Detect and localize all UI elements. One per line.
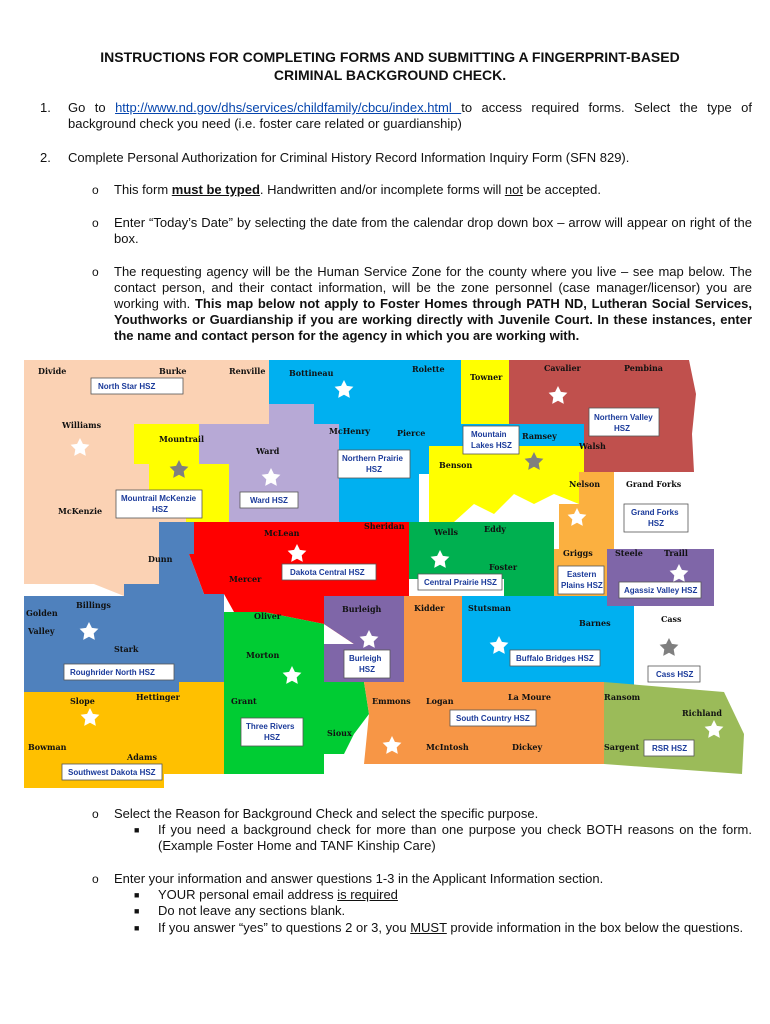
sub-bullet-mark: ■ xyxy=(134,890,140,900)
yes-b: MUST xyxy=(410,920,447,935)
step-1-suffix: to access required forms. Select the type of background check you need (i.e. foster care related or guardianship) xyxy=(68,100,752,131)
zone-label: Lakes HSZ xyxy=(471,441,512,450)
step-2-text: Complete Personal Authorization for Criminal History Record Information Inquiry Form (SFN 829). xyxy=(68,150,630,165)
typed-b: must be typed xyxy=(171,182,260,197)
sub-bullet-mark: ■ xyxy=(134,825,140,835)
county-label: McHenry xyxy=(329,426,371,436)
county-label: Renville xyxy=(229,366,266,376)
step-1-text xyxy=(68,100,752,132)
county-label: Grand Forks xyxy=(626,479,682,489)
county-label: Bowman xyxy=(28,742,67,752)
zone-label: HSZ xyxy=(648,519,664,528)
title-line-1: INSTRUCTIONS FOR COMPLETING FORMS AND SUBMITTING A FINGERPRINT-BASED xyxy=(100,49,680,65)
sub-bullet-mark: ■ xyxy=(134,906,140,916)
county-label: McIntosh xyxy=(426,742,469,752)
county-label: Pembina xyxy=(624,363,663,373)
yes-a: If you answer “yes” to questions 2 or 3, you xyxy=(158,920,411,935)
typed-d: not xyxy=(504,182,523,197)
county-label: Divide xyxy=(38,366,67,376)
step-1-prefix: Go to xyxy=(68,100,116,115)
county-label: Benson xyxy=(439,460,473,470)
title-line-2: CRIMINAL BACKGROUND CHECK. xyxy=(273,67,507,83)
bullet-mark: o xyxy=(92,872,99,886)
county-label: Cass xyxy=(661,614,682,624)
zone-label: HSZ xyxy=(614,424,630,433)
forms-link[interactable]: http://www.nd.gov/dhs/services/childfamily/cbcu/index.html xyxy=(115,100,462,115)
sub-bullet-reason-text: If you need a background check for more than one purpose you check BOTH reasons on the form. (Example Foster Home and TANF Kinship Care) xyxy=(158,822,752,853)
sub-bullet-mark: ■ xyxy=(134,923,140,933)
zone-label: North Star HSZ xyxy=(98,382,156,391)
county-label: Barnes xyxy=(579,618,611,628)
county-label: Wells xyxy=(434,527,459,537)
sub-bullet-yes-text xyxy=(158,920,752,936)
bullet-date-text: Enter “Today’s Date” by selecting the date from the calendar drop down box – arrow will appear on right of the box. xyxy=(114,215,752,246)
bullet-mark: o xyxy=(92,807,99,821)
zone-label: Buffalo Bridges HSZ xyxy=(516,654,594,663)
region-towner xyxy=(461,360,509,424)
county-label: Bottineau xyxy=(289,368,334,378)
county-label: McLean xyxy=(264,528,300,538)
county-label: Billings xyxy=(76,600,111,610)
county-label: Stark xyxy=(114,644,139,654)
county-label: Towner xyxy=(470,372,503,382)
zone-label: Southwest Dakota HSZ xyxy=(68,768,156,777)
zone-label: Central Prairie HSZ xyxy=(424,578,497,587)
county-label: Griggs xyxy=(563,548,593,558)
step-1-number: 1. xyxy=(40,100,51,115)
bullet-reason-text: Select the Reason for Background Check and select the specific purpose. xyxy=(114,806,539,821)
county-label: Slope xyxy=(70,696,95,706)
zone-label: HSZ xyxy=(264,733,280,742)
bullet-agency-text xyxy=(114,264,752,344)
typed-e: be accepted. xyxy=(522,182,601,197)
county-label: Sheridan xyxy=(364,521,405,531)
county-label: Morton xyxy=(246,650,280,660)
county-label: Cavalier xyxy=(544,363,581,373)
bullet-typed-text xyxy=(114,182,752,198)
county-label: Eddy xyxy=(484,524,506,534)
zone-label: HSZ xyxy=(152,505,168,514)
zone-label: Ward HSZ xyxy=(250,496,288,505)
zone-label: Agassiz Valley HSZ xyxy=(624,586,698,595)
zone-label: HSZ xyxy=(366,465,382,474)
county-label: Golden xyxy=(26,608,58,618)
sub-bullet-reason xyxy=(134,822,752,854)
county-label: Sioux xyxy=(327,728,352,738)
bullet-date xyxy=(92,215,752,247)
zone-label: Grand Forks xyxy=(631,508,679,517)
county-label: Nelson xyxy=(569,479,601,489)
email-b: is required xyxy=(337,887,398,902)
typed-c: . Handwritten and/or incomplete forms will xyxy=(259,182,505,197)
county-label: Hettinger xyxy=(136,692,180,702)
zone-label: Plains HSZ xyxy=(561,581,603,590)
sub-bullet-blank-text: Do not leave any sections blank. xyxy=(158,903,346,918)
county-label: Ransom xyxy=(604,692,641,702)
county-label: Williams xyxy=(62,420,102,430)
county-label: Mercer xyxy=(229,574,262,584)
zone-label: Cass HSZ xyxy=(656,670,694,679)
county-label: Pierce xyxy=(397,428,426,438)
county-label: Oliver xyxy=(254,611,281,621)
zone-label: Burleigh xyxy=(349,654,382,663)
county-label: Burke xyxy=(159,366,187,376)
bullet-reason xyxy=(92,806,752,822)
county-label: Ramsey xyxy=(522,431,557,441)
bullet-applicant xyxy=(92,871,752,887)
county-label: La Moure xyxy=(508,692,551,702)
zone-label: Northern Valley xyxy=(594,413,653,422)
step-1 xyxy=(40,100,752,132)
bullet-mark: o xyxy=(92,265,99,279)
yes-c: provide information in the box below the questions. xyxy=(446,920,744,935)
county-label: Walsh xyxy=(579,441,606,451)
county-label: Burleigh xyxy=(342,604,382,614)
agency-bold: This map below not apply to Foster Homes through PATH ND, Lutheran Social Services, Youthworks or Guardianship if you are working directly with Juvenile Court. In these instances, enter the name and contact person for the agency in which you are working with. xyxy=(114,296,753,343)
zone-label: Dakota Central HSZ xyxy=(290,568,365,577)
county-label: Valley xyxy=(28,626,55,636)
county-label: Rolette xyxy=(412,364,445,374)
document-title xyxy=(60,48,720,84)
zone-label: HSZ xyxy=(359,665,375,674)
zone-label: Mountrail McKenzie xyxy=(121,494,197,503)
zone-label: Three Rivers xyxy=(246,722,295,731)
zone-label: South Country HSZ xyxy=(456,714,530,723)
county-label: Richland xyxy=(682,708,723,718)
bullet-mark: o xyxy=(92,216,99,230)
county-label: McKenzie xyxy=(58,506,103,516)
county-label: Traill xyxy=(664,548,688,558)
county-label: Adams xyxy=(127,752,157,762)
sub-bullet-yes xyxy=(134,920,752,936)
bullet-agency xyxy=(92,264,752,344)
typed-a: This form xyxy=(114,182,172,197)
zone-label: RSR HSZ xyxy=(652,744,688,753)
step-2-number: 2. xyxy=(40,150,51,165)
county-label: Mountrail xyxy=(159,434,204,444)
county-label: Dunn xyxy=(148,554,173,564)
bullet-applicant-text: Enter your information and answer questions 1-3 in the Applicant Information section. xyxy=(114,871,604,886)
county-label: Stutsman xyxy=(468,603,511,613)
zone-label: Mountain xyxy=(471,430,507,439)
county-label: Sargent xyxy=(604,742,640,752)
county-label: Ward xyxy=(256,446,280,456)
county-label: Logan xyxy=(426,696,454,706)
zone-label: Roughrider North HSZ xyxy=(70,668,155,677)
sub-bullet-blank xyxy=(134,903,752,919)
email-a: YOUR personal email address xyxy=(158,887,338,902)
sub-bullet-email xyxy=(134,887,752,903)
zone-label: Eastern xyxy=(567,570,597,579)
bullet-mark: o xyxy=(92,183,99,197)
agency-plain: The requesting agency will be the Human Service Zone for the county where you live – see map below. The contact person, and their contact information, will be the zone personnel (case manager/licensor) you are working with. xyxy=(114,264,752,311)
county-label: Steele xyxy=(615,548,643,558)
sub-bullet-email-text xyxy=(158,887,752,903)
county-label: Emmons xyxy=(372,696,411,706)
county-label: Grant xyxy=(231,696,257,706)
zone-label: Northern Prairie xyxy=(342,454,403,463)
hsz-map xyxy=(24,354,746,788)
county-label: Dickey xyxy=(512,742,543,752)
county-label: Foster xyxy=(489,562,518,572)
county-label: Kidder xyxy=(414,603,445,613)
step-2 xyxy=(40,150,752,166)
bullet-typed xyxy=(92,182,752,198)
